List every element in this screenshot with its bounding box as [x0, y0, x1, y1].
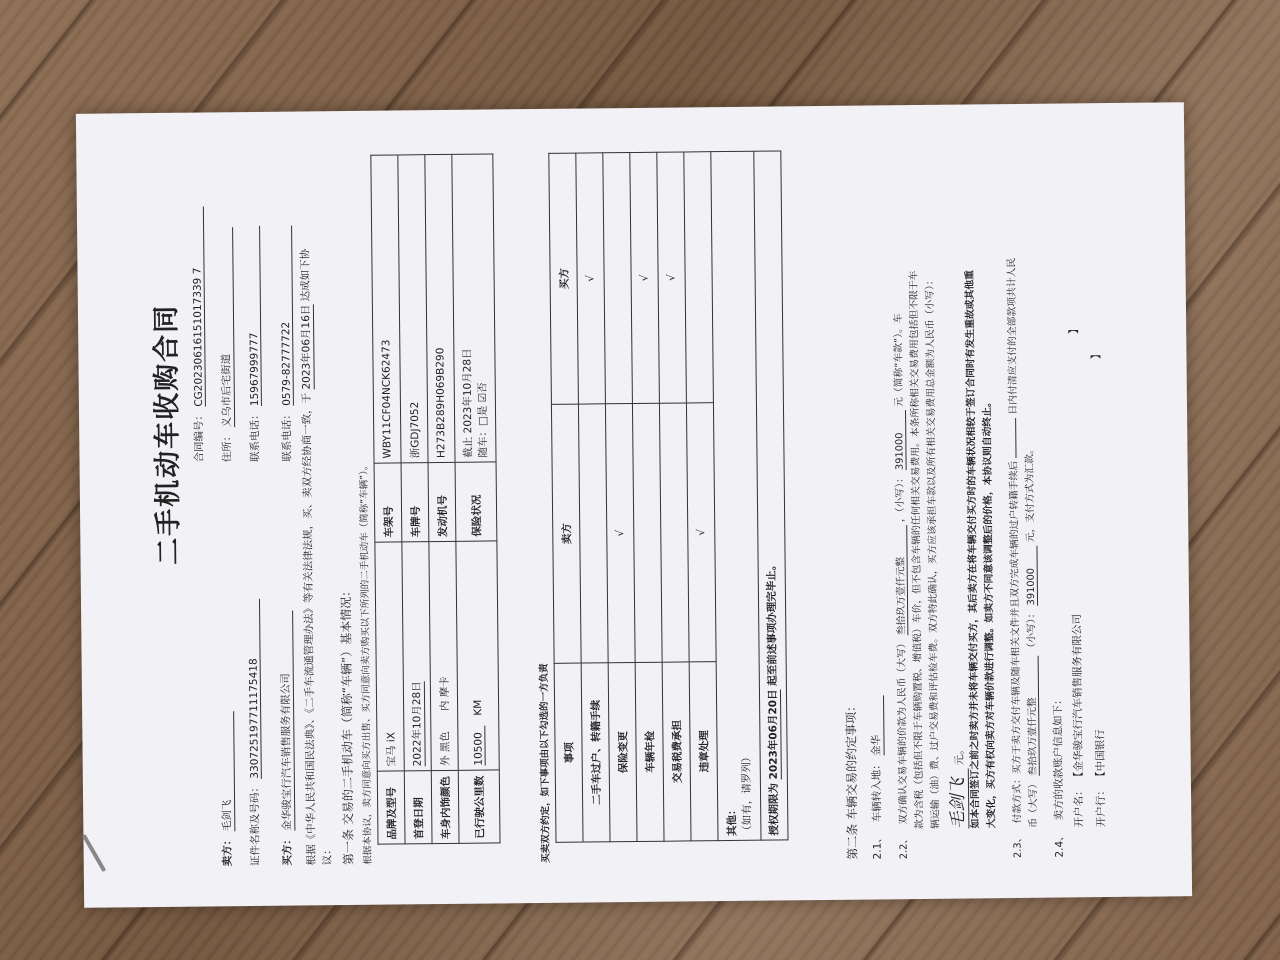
- clause-no: 2.3、: [1012, 832, 1024, 859]
- km-number: 10500: [472, 726, 485, 766]
- contract-paper: [76, 102, 1192, 908]
- clause-text: 币（大写）: [1027, 778, 1040, 828]
- basis-text-2: 达成如下协: [299, 248, 312, 302]
- duty-header-item: 事项: [554, 663, 583, 842]
- price-upper: 叁拾玖万壹仟元整: [892, 525, 908, 635]
- deadline-text: 授权期限为: [767, 782, 781, 836]
- clause-text: 付款方式：买方于卖方交付车辆及随车相关文件并且双方完成车辆的过户转籍手续后: [1008, 460, 1024, 824]
- bold-clause-2: 大变化，买方有权向卖方对车辆价款进行调整。如卖方不同意该调整后的价格，本协议则自动终止。: [981, 397, 998, 829]
- seller-label: 卖方：: [221, 834, 234, 867]
- phone1-row: [245, 226, 262, 462]
- duty-item: 交易税费承担: [662, 662, 691, 841]
- insurance-value: [452, 154, 496, 462]
- plate-label: 车牌号: [401, 463, 429, 542]
- color-exterior: 外 黑色: [438, 731, 452, 767]
- plate-value: 浙GDJ7052: [398, 155, 428, 463]
- phone1-value: 15967999777: [247, 226, 262, 406]
- phone2-value: 0579-82777722: [279, 226, 294, 406]
- duty-buyer-cell: [603, 153, 633, 404]
- brand-value: 宝马 iX: [375, 542, 404, 771]
- clause-2-2-line-3: 辆运输（油）费、过户交易费和评估检车费。双方特此确认，买方应该承担车款以及所有相关交易费用总金额为人民币（小写）：: [924, 275, 942, 829]
- contract-number-value: CG20230616151017339 7: [191, 207, 206, 407]
- bank-value: 中国银行: [1094, 729, 1107, 772]
- contract-number: [189, 207, 207, 463]
- id-row: [245, 599, 263, 866]
- buyer-value: 金华骏宝行汽车销售服务有限公司: [277, 611, 295, 831]
- seller-row: [218, 711, 236, 866]
- duty-header-seller: 卖方: [551, 404, 581, 663]
- clause-text: 车辆转入地：: [870, 759, 884, 823]
- basis-line: [297, 249, 319, 866]
- duty-buyer-check: √: [630, 152, 660, 403]
- clause-2-3-line-2: [1021, 444, 1040, 828]
- duty-seller-check: √: [686, 403, 716, 662]
- bank-label: 开户行：: [1094, 785, 1108, 828]
- duty-buyer-check: √: [576, 153, 606, 404]
- deadline-text-2: 起至前述事项办理完毕止。: [765, 559, 779, 686]
- basis-line-2: 议：: [321, 844, 334, 866]
- insurance-until: 截止 2023年10月28日: [461, 348, 475, 458]
- clause-text: ，（小写）：: [894, 473, 907, 523]
- engine-label: 发动机号: [428, 462, 456, 541]
- duty-header-buyer: 买方: [549, 153, 579, 404]
- phone2-row: [277, 226, 294, 462]
- account-name-row: 开户名： 【金华骏宝行汽车销售服务有限公司】: [1068, 323, 1086, 828]
- account-name-value: 金华骏宝行汽车销售服务有限公司: [1071, 613, 1085, 772]
- engine-value: H273B289H069B290: [425, 154, 455, 462]
- insurance-follow: 随车：□是 ☑否: [476, 382, 490, 458]
- duty-table: [548, 150, 788, 842]
- document-title: 二手机动车收购合同: [150, 303, 185, 566]
- clause-text: （小写）：: [1026, 608, 1038, 653]
- account-name-label: 开户名：: [1072, 785, 1086, 828]
- vehicle-table: [370, 153, 500, 844]
- reg-value: [402, 542, 431, 771]
- duty-item: 车辆年检: [635, 662, 664, 841]
- clause-text: 元，支付方式为汇款。: [1024, 444, 1037, 543]
- duty-other: [711, 151, 761, 840]
- buyer-row: [277, 611, 296, 866]
- duty-seller-cell: [632, 403, 662, 662]
- article-2-heading: 第二条 车辆交易的约定事项：: [844, 699, 860, 860]
- buyer-label: 买方：: [281, 834, 294, 866]
- duty-seller-cell: [659, 403, 689, 662]
- article-1-sub: 根据本协议，卖方同意向买方出售、买方同意向卖方购买以下所列的二手机动车（简称“车辆”）。: [358, 460, 374, 865]
- address-label: 住所：: [221, 430, 234, 463]
- brand-label: 品牌及型号: [377, 771, 405, 844]
- clause-2-2-line-2: 款为含税（包括但不限于车辆购置税、增值税）车价，但不包含车辆的任何相关交易费用。本条所称相关交易费用包括但不限于车: [908, 270, 926, 830]
- contract-document: [90, 102, 1192, 895]
- duty-item: 保险变更: [608, 662, 637, 841]
- clause-no: 2.4、: [1053, 830, 1066, 858]
- bold-clause-1: 如本合同签订之前之时卖方并未将车辆交付买方，其后卖方在将车辆交付买方时的车辆状况相较于签订合同时有发生重故或其他重: [964, 269, 982, 829]
- km-unit: KM: [471, 699, 484, 716]
- bank-row: 开户行： 【中国银行】: [1090, 348, 1108, 828]
- id-label: 证件名称及号码：: [248, 781, 262, 867]
- clause-2-2-line-4: [943, 744, 970, 829]
- payment-upper: 叁拾玖万壹仟元整: [1024, 656, 1040, 776]
- clause-text: 元。: [953, 744, 966, 766]
- contract-number-label: 合同编号：: [192, 409, 206, 463]
- phone1-label: 联系电话：: [248, 409, 262, 463]
- duty-other-note: （如有，请罗列）: [740, 751, 754, 836]
- basis-date: 2023年06月16日: [299, 304, 313, 390]
- clause-text: 卖方的收款账户信息如下：: [1052, 694, 1066, 821]
- duty-item: 违章处理: [689, 662, 718, 841]
- clause-2-1: [868, 696, 886, 860]
- clause-text: 日内付清应支付的全部款项共计人民: [1006, 257, 1020, 415]
- clause-text: 双方确认交易车辆的价款为人民币（大写）: [896, 638, 910, 825]
- duty-item: 二手车过户、转籍手续: [581, 663, 610, 842]
- color-interior: 内 摩卡: [438, 676, 451, 712]
- duty-seller-check: √: [605, 404, 635, 663]
- payment-lower: 391000: [1025, 545, 1038, 605]
- clause-no: 2.2、: [898, 833, 910, 860]
- vin-label: 车架号: [374, 463, 402, 542]
- color-value: [429, 541, 458, 770]
- duty-intro: 买卖双方约定，如下事项由以下勾选的一方负责: [538, 663, 552, 863]
- id-value: 330725197711175418: [247, 599, 262, 779]
- duty-buyer-check: √: [657, 152, 687, 403]
- destination-value: 金华: [868, 696, 885, 756]
- clause-no: 2.1、: [871, 832, 884, 860]
- duty-buyer-cell: [684, 152, 714, 403]
- clause-2-3: [1003, 258, 1023, 858]
- address-row: [217, 227, 235, 462]
- handwritten-signature: 毛剑飞: [943, 769, 970, 829]
- reg-date: 2022年10月28日: [410, 681, 424, 767]
- km-value: [456, 541, 499, 770]
- duty-other-label: 其他：: [726, 804, 739, 837]
- deadline-date: 2023年06月20日: [766, 689, 780, 780]
- reg-label: 首登日期: [404, 771, 432, 844]
- color-label: 车身内饰颜色: [431, 770, 459, 843]
- km-label: 已行驶公里数: [458, 770, 500, 843]
- vin-value: WBY11CF04NCK62473: [371, 155, 401, 463]
- duty-seller-cell: [578, 404, 608, 663]
- seller-value: 毛剑飞: [218, 711, 235, 831]
- article-1-heading: 第一条 交易的二手机动车（简称“车辆”）基本情况：: [338, 584, 356, 866]
- clause-text: 元（简称“车款”）。车: [893, 313, 905, 407]
- insurance-label: 保险状况: [455, 462, 497, 541]
- basis-text: 根据《中华人民共和国民法典》、《二手车流通管理办法》等有关法律法规，买、卖双方经协商一致，于: [300, 392, 318, 866]
- phone2-label: 联系电话：: [280, 409, 294, 462]
- clause-2-4: [1050, 694, 1067, 857]
- price-lower: 391000: [894, 410, 907, 470]
- address-value: 义乌市后宅街道: [217, 227, 235, 427]
